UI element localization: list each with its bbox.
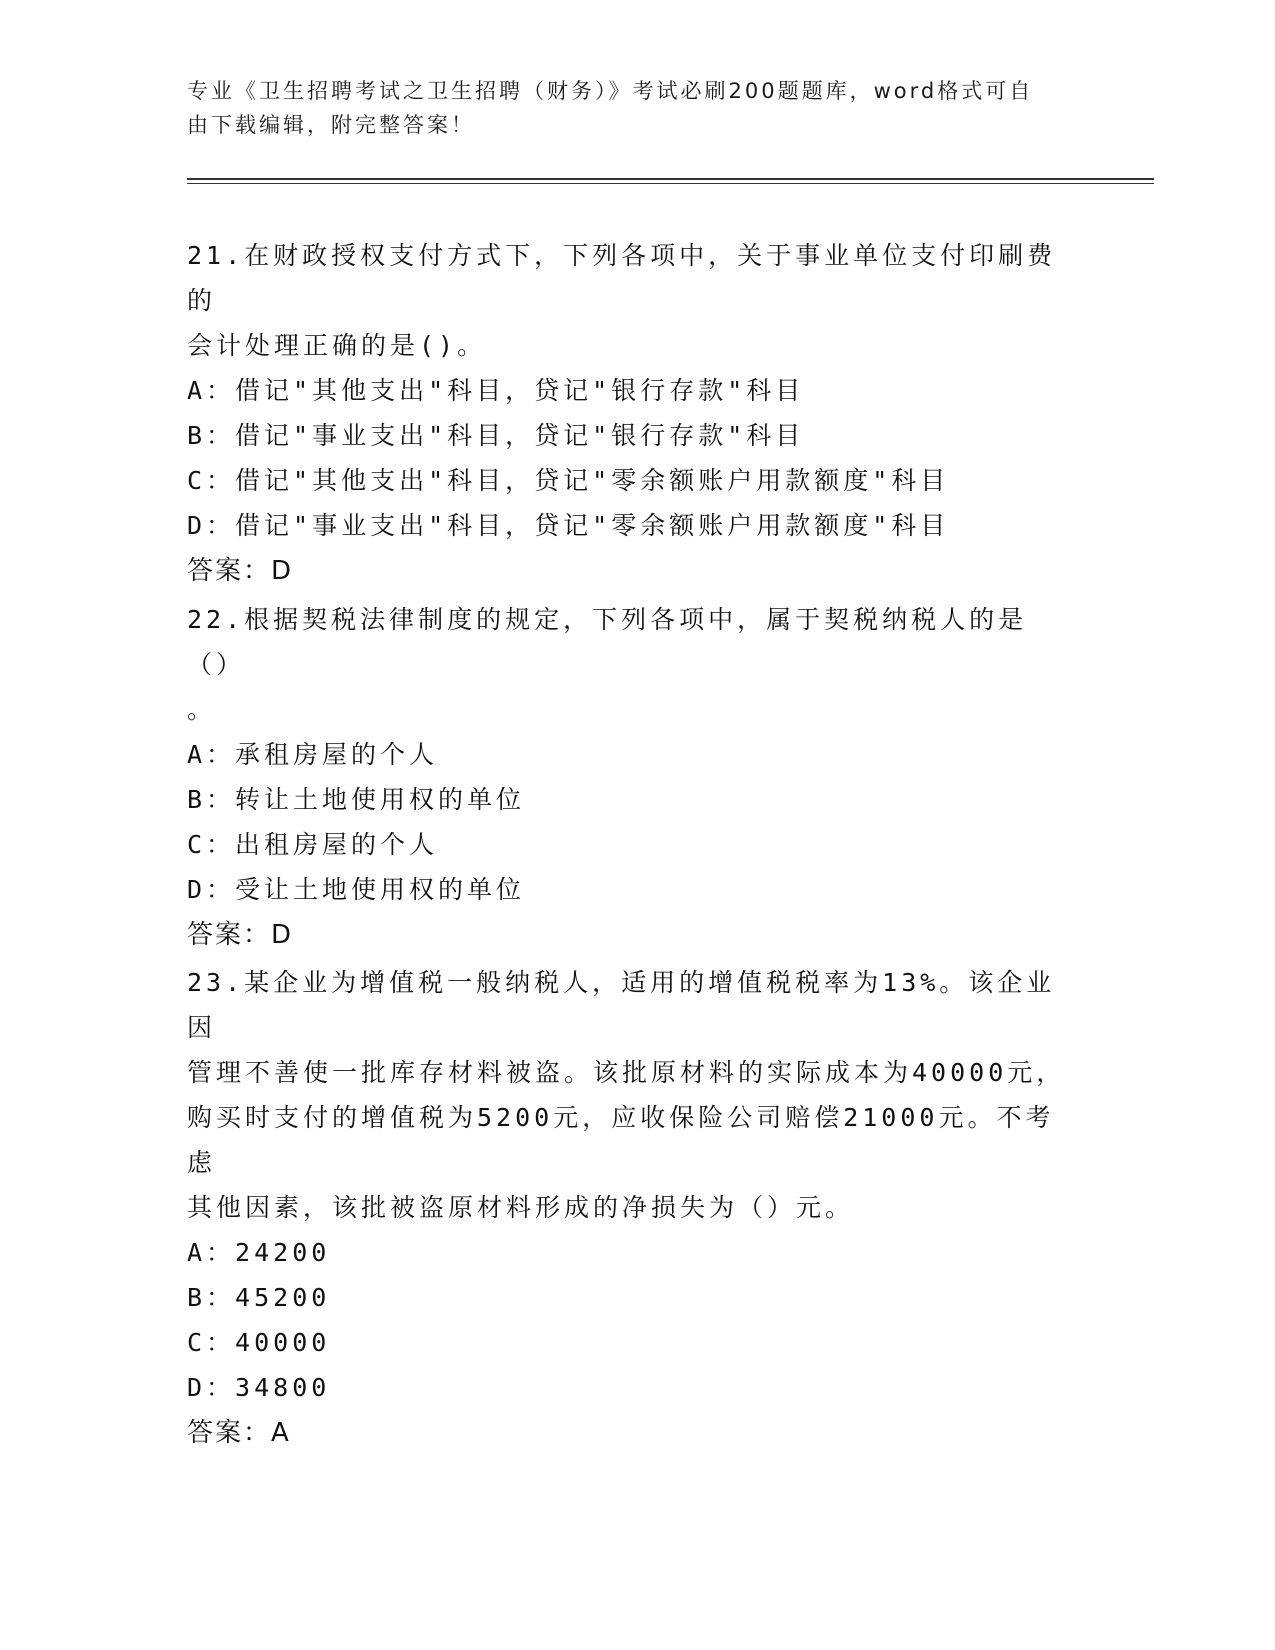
option-b: B：转让土地使用权的单位	[187, 785, 526, 814]
option-c: C：40000	[187, 1328, 331, 1357]
option-c: C：出租房屋的个人	[187, 830, 439, 859]
question-stem-line: 其他因素，该批被盗原材料形成的净损失为（）元。	[187, 1193, 855, 1222]
option-d: D：借记"事业支出"科目，贷记"零余额账户用款额度"科目	[187, 511, 950, 540]
question-21	[187, 233, 1067, 594]
option-d: D：34800	[187, 1373, 331, 1402]
question-22	[187, 597, 1067, 958]
option-a: A：借记"其他支出"科目，贷记"银行存款"科目	[187, 376, 805, 405]
question-23	[187, 960, 1067, 1456]
option-b: B：借记"事业支出"科目，贷记"银行存款"科目	[187, 421, 805, 450]
question-stem-line: 会计处理正确的是()。	[187, 331, 487, 360]
header-divider-thick	[187, 178, 1154, 180]
answer: 答案：D	[187, 920, 294, 950]
option-d: D：受让土地使用权的单位	[187, 875, 526, 904]
question-stem-line: 。	[187, 695, 217, 724]
document-header	[187, 74, 1067, 142]
option-a: A：承租房屋的个人	[187, 740, 439, 769]
question-stem-line: 23.某企业为增值税一般纳税人，适用的增值税税率为13%。该企业因	[187, 968, 1056, 1042]
option-c: C：借记"其他支出"科目，贷记"零余额账户用款额度"科目	[187, 466, 950, 495]
question-stem-line: 21.在财政授权支付方式下，下列各项中，关于事业单位支付印刷费的	[187, 241, 1057, 315]
header-divider-thin	[187, 183, 1154, 184]
question-stem-line: 管理不善使一批库存材料被盗。该批原材料的实际成本为40000元，	[187, 1058, 1066, 1087]
question-stem-line: 购买时支付的增值税为5200元，应收保险公司赔偿21000元。不考虑	[187, 1103, 1055, 1177]
header-line-2: 由下载编辑，附完整答案！	[187, 113, 475, 137]
header-line-1: 专业《卫生招聘考试之卫生招聘（财务）》考试必刷200题题库，word格式可自	[187, 79, 1034, 103]
answer: 答案：A	[187, 1418, 291, 1448]
option-a: A：24200	[187, 1238, 331, 1267]
answer: 答案：D	[187, 556, 294, 586]
option-b: B：45200	[187, 1283, 331, 1312]
question-stem-line: 22.根据契税法律制度的规定，下列各项中，属于契税纳税人的是（）	[187, 605, 1028, 679]
